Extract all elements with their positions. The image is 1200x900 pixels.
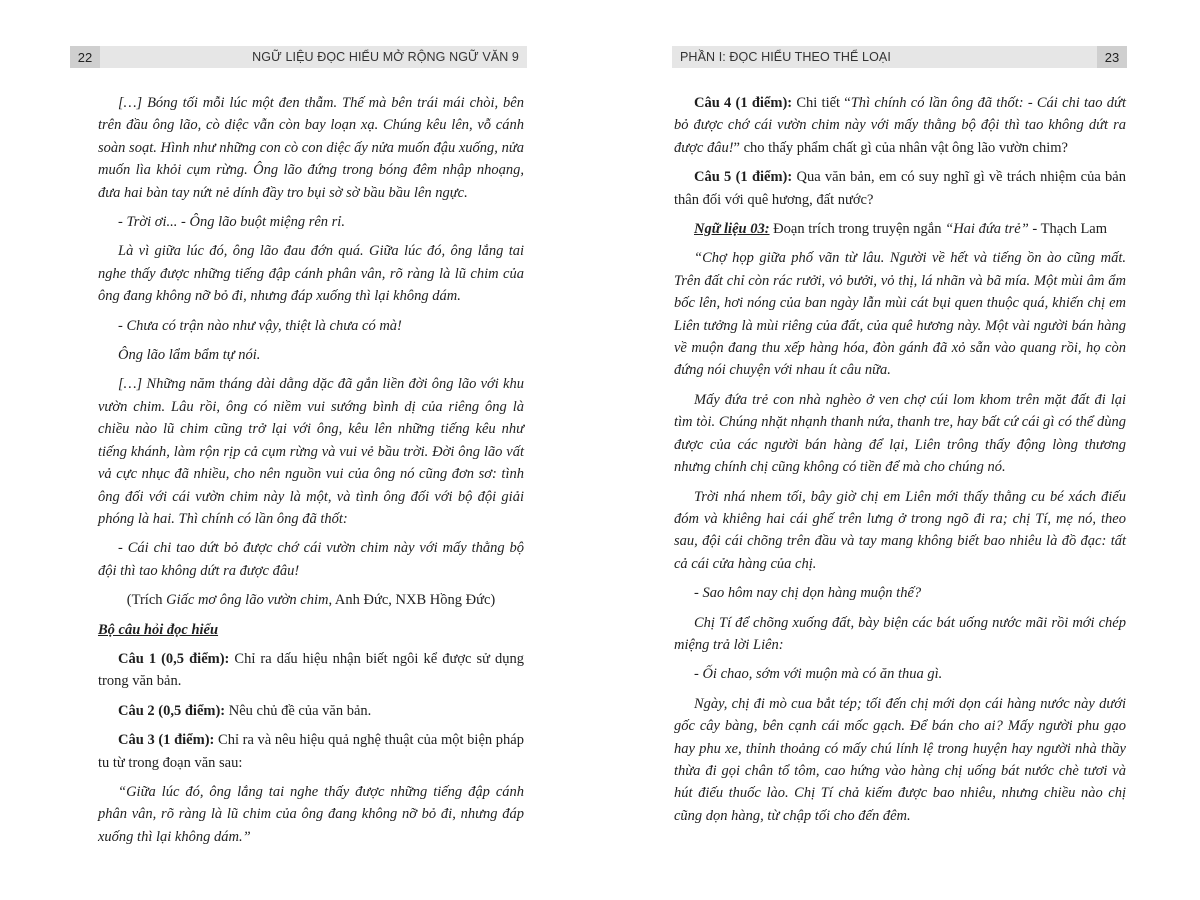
passage-paragraph: - Chưa có trận nào như vậy, thiệt là chưa có mà! [118,317,402,334]
questions-heading: Bộ câu hỏi đọc hiểu [98,621,219,638]
left-page-body [98,92,524,855]
question-quote: Thì chính có lần ông đã thốt: - Cái chi tao dứt bỏ được chớ cái vườn chim này với mấy thằng bộ đội thì tao không dứt ra được đâu! [674,95,1126,156]
passage-paragraph: Ngày, chị đi mò cua bắt tép; tối đến chị mới dọn cái hàng nước này dưới gốc cây bàng, bên cạnh cái mốc gạch. Để bán cho ai? Mấy người phu gạo hay phu xe, thỉnh thoảng có mấy chú lính lệ trong huyện hay người nhà thầy thừa đi gọi chân tổ tôm, cao hứng vào hàng chị uống bát nước chè tươi và hút điếu thuốc lào. Chị Tí chả kiếm được bao nhiêu, nhưng chiều nào chị cũng dọn hàng, từ chập tối cho đến đêm. [674,695,1126,824]
material-label: Ngữ liệu 03: [694,221,770,238]
running-header-title: PHẦN I: ĐỌC HIỂU THEO THỂ LOẠI [680,50,891,64]
left-page-header [70,46,527,68]
question-label: Câu 2 (0,5 điểm): [118,702,226,719]
citation [98,589,524,611]
question-text: Chi tiết “ [792,95,851,111]
question-text: Nêu chủ đề của văn bản. [225,702,372,719]
material-title: “Hai đứa trẻ” [945,221,1029,238]
question-5 [674,166,1126,211]
question-label: Câu 5 (1 điểm): [694,169,793,186]
running-header-title: NGỮ LIỆU ĐỌC HIỂU MỞ RỘNG NGỮ VĂN 9 [252,50,519,64]
passage-paragraph: “Chợ họp giữa phố vãn từ lâu. Người về hết và tiếng ồn ào cũng mất. Trên đất chỉ còn rác rưởi, vỏ bưởi, vỏ thị, lá nhãn và bã mía. Một mùi âm ẩm bốc lên, hơi nóng của ban ngày lẫn mùi cát bụi quen thuộc quá, khiến chị em Liên tưởng là mùi riêng của đất, của quê hương này. Một vài người bán hàng về muộn đang thu xếp hàng hóa, đòn gánh đã xỏ sẵn vào quang rồi, họ còn đứng nói chuyện với nhau ít câu nữa. [674,250,1126,379]
passage-paragraph: Ông lão lẩm bẩm tự nói. [118,347,261,364]
right-page-body [674,92,1126,834]
question-3 [98,729,524,774]
question-3-quote: “Giữa lúc đó, ông lắng tai nghe thấy được những tiếng đập cánh phân vân, rõ ràng là lũ chim của ông đang không nỡ bỏ đi, nhưng đáp xuống thì lại không dám.” [98,783,524,845]
passage-paragraph: Trời nhá nhem tối, bây giờ chị em Liên mới thấy thằng cu bé xách điếu đóm và khiêng hai cái ghế trên lưng ở trong ngõ đi ra; chị Tí, mẹ nó, theo sau, đội cái chõng trên đầu và tay mang không biết bao nhiêu là đồ đạc: tất cả cái cửa hàng của chị. [674,488,1126,572]
citation-suffix: , Anh Đức, NXB Hồng Đức) [328,592,496,609]
page-number: 22 [70,46,100,68]
citation-prefix: (Trích [126,592,167,609]
passage-paragraph: Là vì giữa lúc đó, ông lão đau đớn quá. Giữa lúc đó, ông lắng tai nghe thấy được những tiếng đập cánh phân vân, rõ ràng là lũ chim của ông đang không nỡ bỏ đi, nhưng đáp xuống thì lại không dám. [98,243,524,305]
passage-paragraph: - Cái chi tao dứt bỏ được chớ cái vườn chim này với mấy thằng bộ đội thì tao không dứt ra được đâu! [98,540,524,579]
question-text: Chỉ ra dấu hiệu nhận biết ngôi kể được sử dụng trong văn bản. [98,650,524,690]
passage-paragraph: Mấy đứa trẻ con nhà nghèo ở ven chợ cúi lom khom trên mặt đất đi lại tìm tòi. Chúng nhặt nhạnh thanh nứa, thanh tre, hay bất cứ cái gì có thể dùng được của các người bán hàng để lại, Liên trông thấy động lòng thương nhưng chính chị cũng không có tiền để mà cho chúng nó. [674,391,1126,476]
passage-paragraph: - Trời ơi... - Ông lão buột miệng rên rỉ. [118,214,345,231]
question-label: Câu 3 (1 điểm): [118,732,215,749]
passage-paragraph: […] Những năm tháng dài dằng dặc đã gắn liền đời ông lão với khu vườn chim. Lâu rồi, ông có niềm vui sướng bình dị của riêng ông là chiều nào lũ chim cũng trở lại với ông, kêu lên những tiếng kêu như tiếng khánh, làm rộn rịp cả cụm rừng và vui vẻ bầu trời. Đời ông lão vất vả cực nhục đã nhiều, cho nên nguồn vui của ông nó cũng đơn sơ: tình ông đối với cái vườn chim này là một, và tình ông đối với bộ đội giải phóng là hai. Thì chính có lần ông đã thốt: [98,376,524,527]
question-4 [674,92,1126,159]
material-intro: Đoạn trích trong truyện ngắn [769,221,946,238]
question-text: Chỉ ra và nêu hiệu quả nghệ thuật của một biện pháp tu từ trong đoạn văn sau: [98,732,524,771]
citation-work-title: Giấc mơ ông lão vườn chim [166,592,329,609]
question-2 [98,700,524,722]
passage-paragraph: […] Bóng tối mỗi lúc một đen thẫm. Thế mà bên trái mái chòi, bên trên đầu ông lão, cò diệc vẫn còn bay loạn xạ. Chúng kêu lên, vỗ cánh soàn soạt. Hình như những con cò con diệc ấy nửa muốn đậu xuống, nửa muốn lìa khỏi cụm rừng. Ông lão đứng trong bóng đêm nhập nhoạng, đưa hai bàn tay nứt nẻ dính đầy tro bụi sờ sờ bầu bầu lên ngực. [98,95,524,201]
question-1 [98,648,524,693]
question-text-end: ” cho thấy phẩm chất gì của nhân vật ông lão vườn chim? [733,139,1068,156]
page-number: 23 [1097,46,1127,68]
material-heading [674,218,1126,240]
question-label: Câu 1 (0,5 điểm): [118,650,230,667]
passage-paragraph: Chị Tí để chõng xuống đất, bày biện các bát uống nước mãi rồi mới chép miệng trả lời Liên: [674,614,1126,653]
question-label: Câu 4 (1 điểm): [694,95,793,111]
right-page [600,0,1200,900]
question-text: Qua văn bản, em có suy nghĩ gì về trách nhiệm của bản thân đối với quê hương, đất nước? [674,169,1126,208]
material-author: - Thạch Lam [1028,221,1108,238]
passage-paragraph: - Sao hôm nay chị dọn hàng muộn thế? [694,585,922,602]
passage-paragraph: - Ối chao, sớm với muộn mà có ăn thua gì. [694,666,943,683]
right-page-header [672,46,1127,68]
